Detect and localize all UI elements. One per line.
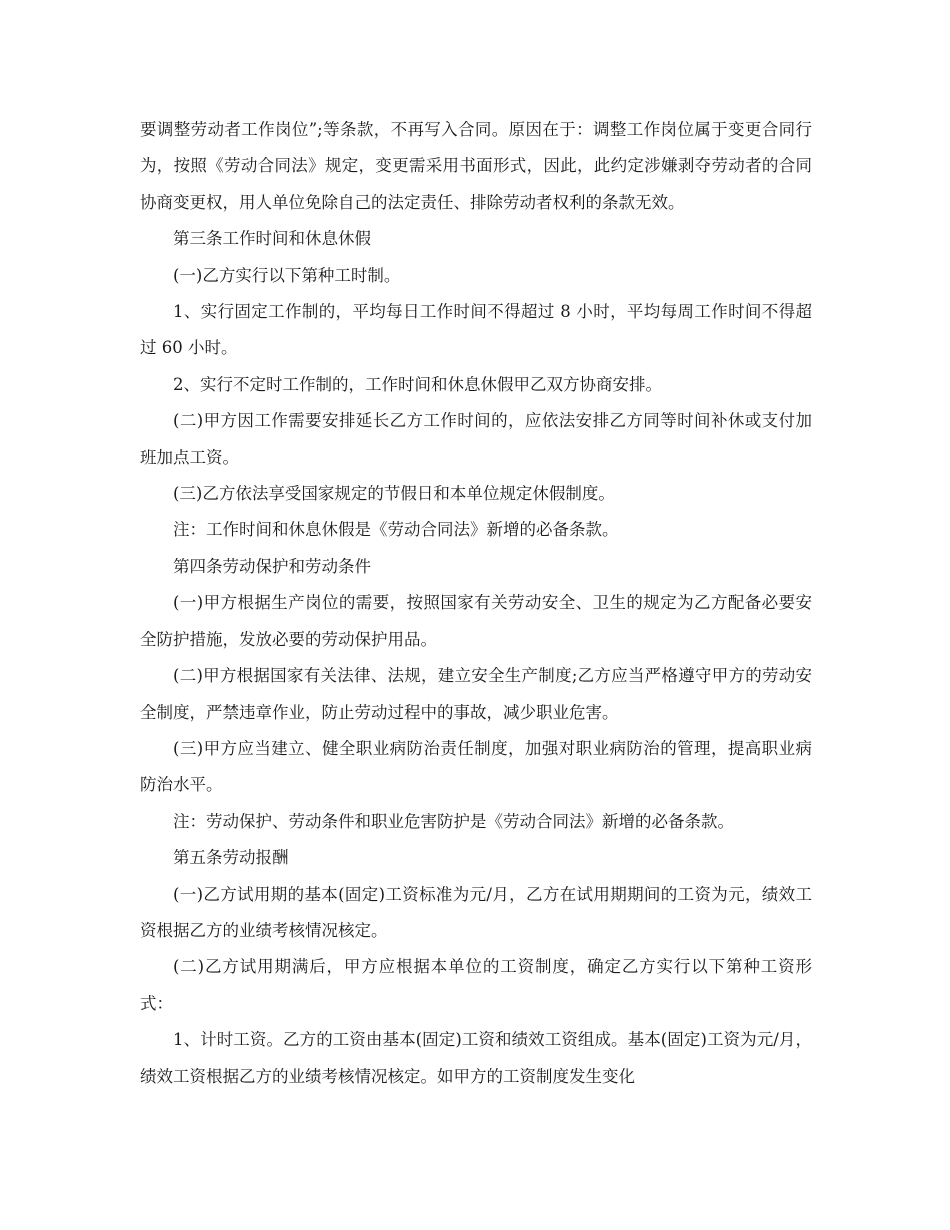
paragraph: 要调整劳动者工作岗位”;等条款，不再写入合同。原因在于：调整工作岗位属于变更合同行为，按照《劳动合同法》规定，变更需采用书面形式，因此，此约定涉嫌剥夺劳动者的合同协商变更权，用人单位免除自己的法定责任、排除劳动者权利的条款无效。 bbox=[140, 120, 812, 212]
paragraph: 1、计时工资。乙方的工资由基本(固定)工资和绩效工资组成。基本(固定)工资为元/月，绩效工资根据乙方的业绩考核情况核定。如甲方的工资制度发生变化 bbox=[140, 1030, 812, 1086]
paragraph: (二)甲方因工作需要安排延长乙方工作时间的，应依法安排乙方同等时间补休或支付加班加点工资。 bbox=[140, 411, 812, 467]
section-heading: 第三条工作时间和休息休假 bbox=[173, 229, 371, 249]
paragraph: 2、实行不定时工作制的，工作时间和休息休假甲乙双方协商安排。 bbox=[173, 374, 662, 394]
note-paragraph: 注：工作时间和休息休假是《劳动合同法》新增的必备条款。 bbox=[173, 520, 619, 540]
paragraph: 1、实行固定工作制的，平均每日工作时间不得超过 8 小时，平均每周工作时间不得超过 60 小时。 bbox=[140, 302, 812, 358]
paragraph: (二)乙方试用期满后，甲方应根据本单位的工资制度，确定乙方实行以下第种工资形式： bbox=[140, 957, 812, 1013]
section-heading: 第五条劳动报酬 bbox=[173, 848, 289, 868]
paragraph: (三)乙方依法享受国家规定的节假日和本单位规定休假制度。 bbox=[173, 484, 615, 504]
paragraph: (一)甲方根据生产岗位的需要，按照国家有关劳动安全、卫生的规定为乙方配备必要安全防护措施，发放必要的劳动保护用品。 bbox=[140, 593, 812, 649]
note-paragraph: 注：劳动保护、劳动条件和职业危害防护是《劳动合同法》新增的必备条款。 bbox=[173, 811, 734, 831]
section-heading: 第四条劳动保护和劳动条件 bbox=[173, 556, 371, 576]
paragraph: (三)甲方应当建立、健全职业病防治责任制度，加强对职业病防治的管理，提高职业病防治水平。 bbox=[140, 738, 812, 795]
paragraph: (二)甲方根据国家有关法律、法规，建立安全生产制度;乙方应当严格遵守甲方的劳动安全制度，严禁违章作业，防止劳动过程中的事故，减少职业危害。 bbox=[140, 666, 812, 722]
paragraph: (一)乙方实行以下第种工时制。 bbox=[173, 265, 401, 285]
paragraph: (一)乙方试用期的基本(固定)工资标准为元/月，乙方在试用期期间的工资为元，绩效工资根据乙方的业绩考核情况核定。 bbox=[140, 884, 812, 940]
document-body bbox=[140, 112, 812, 1095]
